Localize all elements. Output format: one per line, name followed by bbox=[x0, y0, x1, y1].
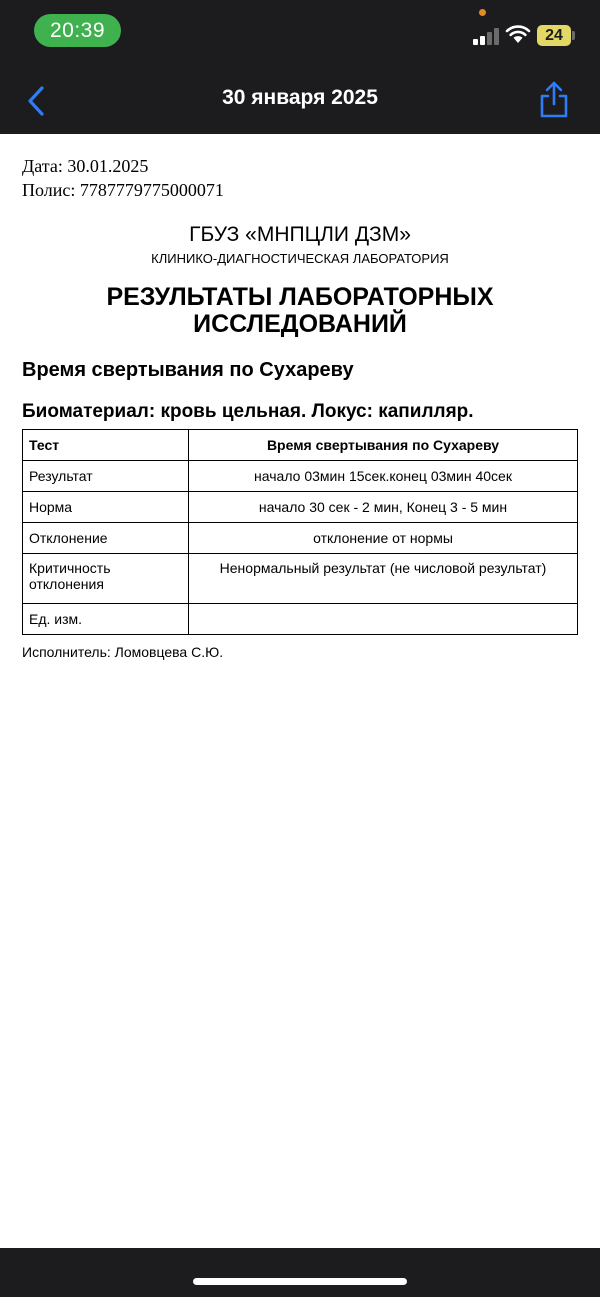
battery-tip bbox=[572, 31, 575, 40]
cellular-signal-icon bbox=[473, 27, 501, 45]
home-indicator[interactable] bbox=[193, 1278, 407, 1285]
row-label: Ед. изм. bbox=[23, 604, 189, 635]
page-title: 30 января 2025 bbox=[222, 86, 378, 109]
row-label: Критичность отклонения bbox=[23, 554, 189, 604]
test-name: Время свертывания по Сухареву bbox=[22, 359, 354, 381]
status-bar bbox=[0, 0, 600, 62]
row-value: Ненормальный результат (не числовой результат) bbox=[189, 554, 578, 604]
row-value: начало 03мин 15сек.конец 03мин 40сек bbox=[189, 461, 578, 492]
table-header-row bbox=[23, 430, 578, 461]
document-policy: Полис: 7787779775000071 bbox=[22, 180, 224, 200]
organization-name: ГБУЗ «МНПЦЛИ ДЗМ» bbox=[189, 223, 411, 246]
table-header-label: Тест bbox=[23, 430, 189, 461]
row-value: начало 30 сек - 2 мин, Конец 3 - 5 мин bbox=[189, 492, 578, 523]
row-label: Результат bbox=[23, 461, 189, 492]
row-value bbox=[189, 604, 578, 635]
results-table bbox=[22, 429, 578, 635]
table-row bbox=[23, 461, 578, 492]
table-row bbox=[23, 554, 578, 604]
document-date: Дата: 30.01.2025 bbox=[22, 156, 149, 176]
row-value: отклонение от нормы bbox=[189, 523, 578, 554]
table-header-value: Время свертывания по Сухареву bbox=[189, 430, 578, 461]
biomaterial-line: Биоматериал: кровь цельная. Локус: капилляр. bbox=[22, 401, 474, 422]
table-row bbox=[23, 523, 578, 554]
share-icon bbox=[542, 83, 566, 116]
table-row bbox=[23, 604, 578, 635]
nav-bar bbox=[0, 62, 600, 134]
status-time[interactable]: 20:39 bbox=[34, 14, 121, 47]
organization-subtitle: КЛИНИКО-ДИАГНОСТИЧЕСКАЯ ЛАБОРАТОРИЯ bbox=[151, 251, 449, 266]
share-button[interactable] bbox=[536, 80, 572, 120]
document-page bbox=[0, 134, 600, 1248]
row-label: Отклонение bbox=[23, 523, 189, 554]
battery-indicator: 24 bbox=[537, 25, 571, 46]
document-heading-line1: РЕЗУЛЬТАТЫ ЛАБОРАТОРНЫХ bbox=[106, 283, 494, 311]
executor-line: Исполнитель: Ломовцева С.Ю. bbox=[22, 644, 224, 660]
table-row bbox=[23, 492, 578, 523]
row-label: Норма bbox=[23, 492, 189, 523]
wifi-icon bbox=[505, 24, 531, 44]
privacy-indicator-dot bbox=[479, 9, 486, 16]
document-heading bbox=[0, 284, 600, 338]
document-heading-line2: ИССЛЕДОВАНИЙ bbox=[193, 310, 407, 338]
